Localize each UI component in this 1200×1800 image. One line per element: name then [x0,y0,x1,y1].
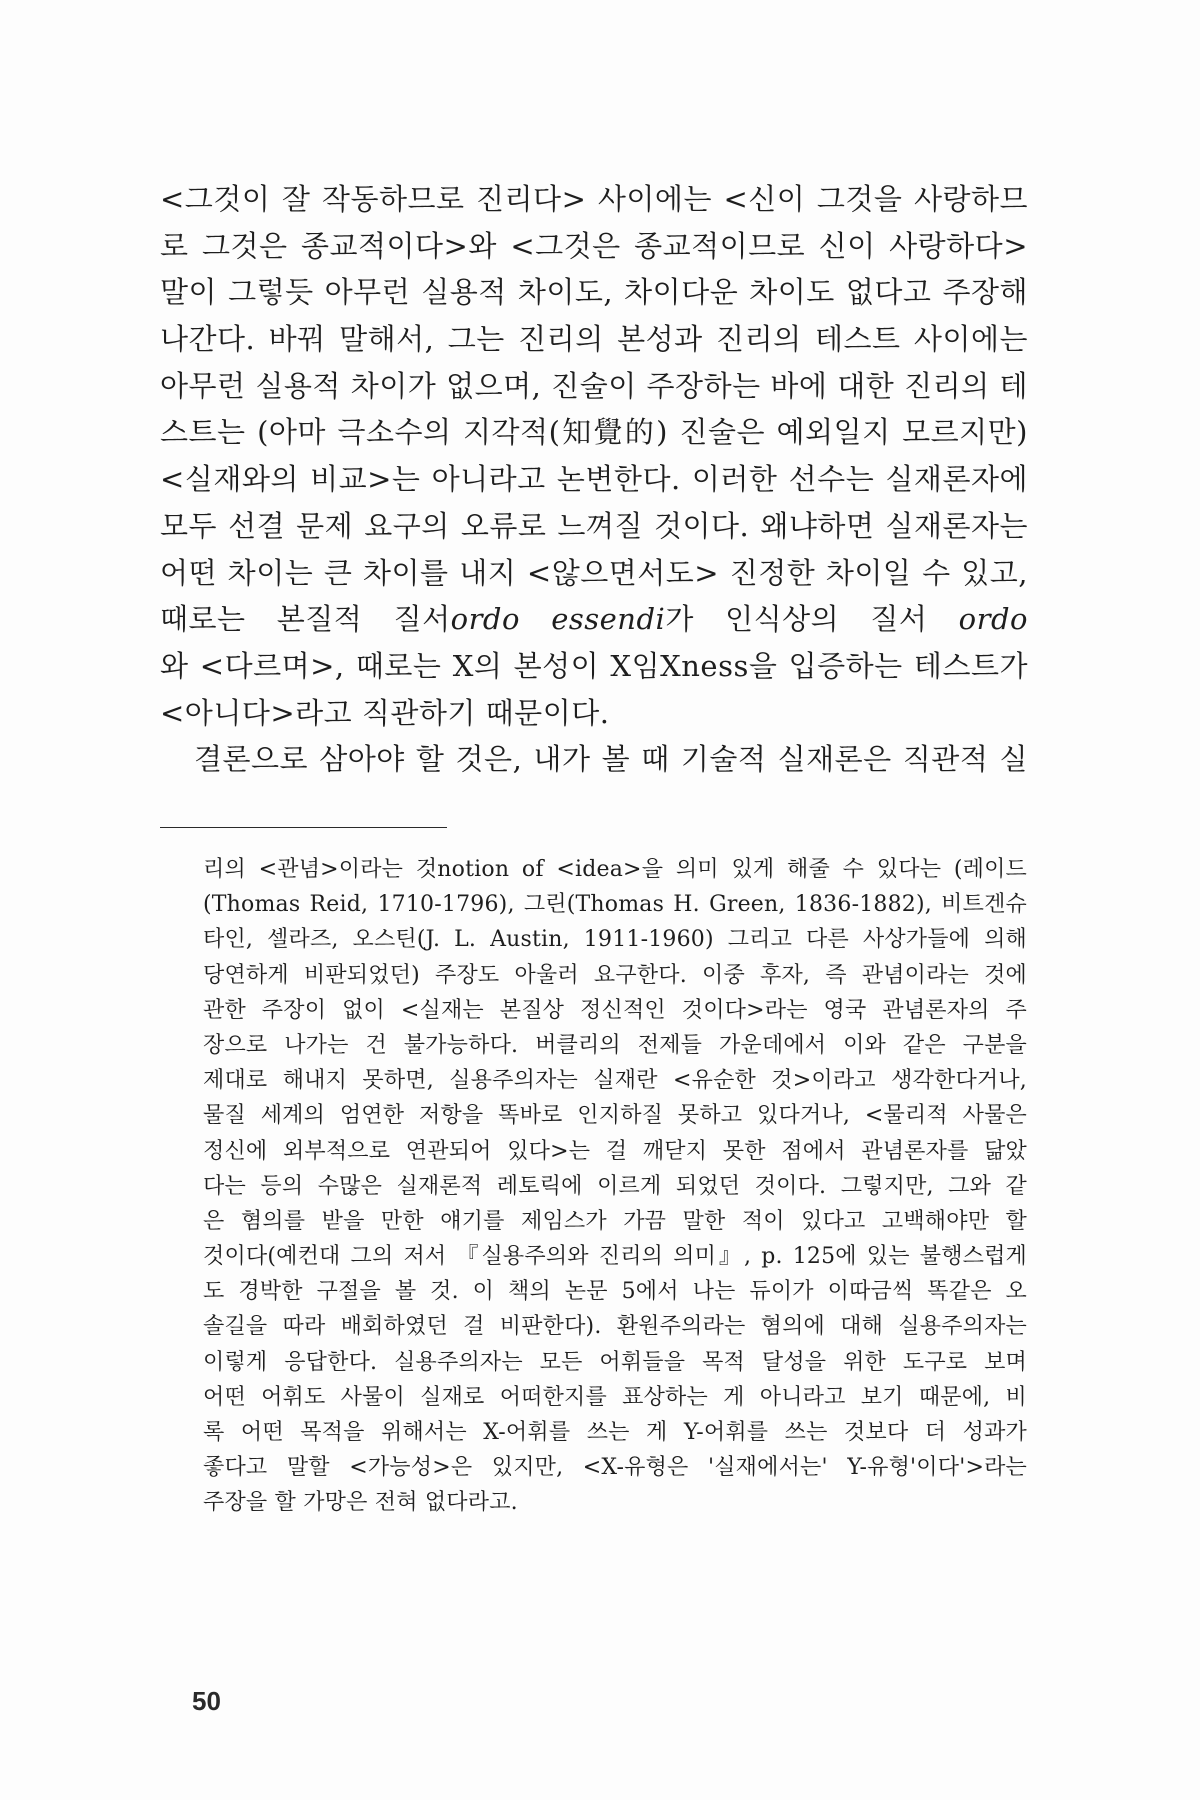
body-line: 와 <다르며>, 때로는 X의 본성이 X임Xness을 입증하는 테스트가 [160,648,1028,683]
body-text-fragment: 가 인식상의 질서 [665,602,928,637]
body-line-new-paragraph: 결론으로 삼아야 할 것은, 내가 볼 때 기술적 실재론은 직관적 실 [194,742,1028,777]
body-line: 로 그것은 종교적이다>와 <그것은 종교적이므로 신이 사랑하다> [160,228,1028,263]
footnote-line: 다는 등의 수많은 실재론적 레토릭에 이르게 되었던 것이다. 그렇지만, 그와 같 [203,1173,1027,1199]
footnote-line: 이렇게 응답한다. 실용주의자는 모든 어휘들을 목적 달성을 위한 도구로 보며 [203,1349,1027,1375]
footnote-line: 좋다고 말할 <가능성>은 있지만, <X-유형은 '실재에서는' Y-유형'이다'>라는 [203,1455,1027,1481]
latin-term-ordo-cognoscendi: ordo [958,602,1028,637]
body-line: 모두 선결 문제 요구의 오류로 느껴질 것이다. 왜냐하면 실재론자는 [160,508,1028,543]
footnote-line: 것이다(예컨대 그의 저서 『실용주의와 진리의 의미』, p. 125에 있는 불행스럽게 [203,1244,1027,1270]
latin-term-ordo-essendi: ordo essendi [450,602,666,637]
page-number: 50 [192,1686,221,1716]
body-line-paragraph-end: <아니다>라고 직관하기 때문이다. [160,695,610,730]
footnote-line-last: 주장을 할 가망은 전혀 없다라고. [203,1490,518,1516]
body-line: 아무런 실용적 차이가 없으며, 진술이 주장하는 바에 대한 진리의 테 [160,368,1028,403]
footnote-line: 솔길을 따라 배회하였던 걸 비판한다). 환원주의라는 혐의에 대해 실용주의자는 [203,1314,1027,1340]
footnote-line: 장으로 나가는 건 불가능하다. 버클리의 전제들 가운데에서 이와 같은 구분을 [203,1032,1027,1058]
footnote-line: 도 경박한 구절을 볼 것. 이 책의 논문 5에서 나는 듀이가 이따금씩 똑같은 오 [203,1279,1027,1305]
footnote-line: 리의 <관념>이라는 것notion of <idea>을 의미 있게 해줄 수 있다는 (레이드 [203,857,1027,882]
body-line-with-latin-terms [160,596,1028,643]
body-line: 나간다. 바꿔 말해서, 그는 진리의 본성과 진리의 테스트 사이에는 [160,322,1028,357]
footnote-line: 은 혐의를 받을 만한 얘기를 제임스가 가끔 말한 적이 있다고 고백해야만 할 [203,1208,1027,1234]
footnote-line: 록 어떤 목적을 위해서는 X-어휘를 쓰는 게 Y-어휘를 쓰는 것보다 더 성과가 [203,1420,1027,1445]
footnote-line: 제대로 해내지 못하면, 실용주의자는 실재란 <유순한 것>이라고 생각한다거나, [203,1068,1027,1094]
main-body-text [160,176,1028,783]
footnote-line: (Thomas Reid, 1710-1796), 그린(Thomas H. Green, 1836-1882), 비트겐슈 [203,892,1027,918]
footnote-line: 물질 세계의 엄연한 저항을 똑바로 인지하질 못하고 있다거나, <물리적 사물은 [203,1103,1027,1129]
body-line: 어떤 차이는 큰 차이를 내지 <않으면서도> 진정한 차이일 수 있고, [160,555,1028,590]
body-line: 스트는 (아마 극소수의 지각적(知覺的) 진술은 예외일지 모르지만) [160,415,1028,450]
body-text-fragment: 때로는 본질적 질서 [160,602,451,637]
body-line: <그것이 잘 작동하므로 진리다> 사이에는 <신이 그것을 사랑하므 [160,182,1028,216]
body-line: <실재와의 비교>는 아니라고 논변한다. 이러한 선수는 실재론자에 [160,462,1028,497]
footnote-line: 당연하게 비판되었던) 주장도 아울러 요구한다. 이중 후자, 즉 관념이라는 것에 [203,962,1027,988]
footnote-line: 타인, 셀라즈, 오스틴(J. L. Austin, 1911-1960) 그리고 다른 사상가들에 의해 [203,927,1027,953]
footnote-line: 정신에 외부적으로 연관되어 있다>는 걸 깨닫지 못한 점에서 관념론자를 닮았 [203,1138,1027,1164]
body-line: 말이 그렇듯 아무런 실용적 차이도, 차이다운 차이도 없다고 주장해 [160,275,1028,310]
footnote-text [203,852,1027,1521]
footnote-separator-rule [160,827,447,828]
footnote-line: 어떤 어휘도 사물이 실재로 어떠한지를 표상하는 게 아니라고 보기 때문에, 비 [203,1384,1027,1410]
footnote-line: 관한 주장이 없이 <실재는 본질상 정신적인 것이다>라는 영국 관념론자의 주 [203,997,1027,1023]
